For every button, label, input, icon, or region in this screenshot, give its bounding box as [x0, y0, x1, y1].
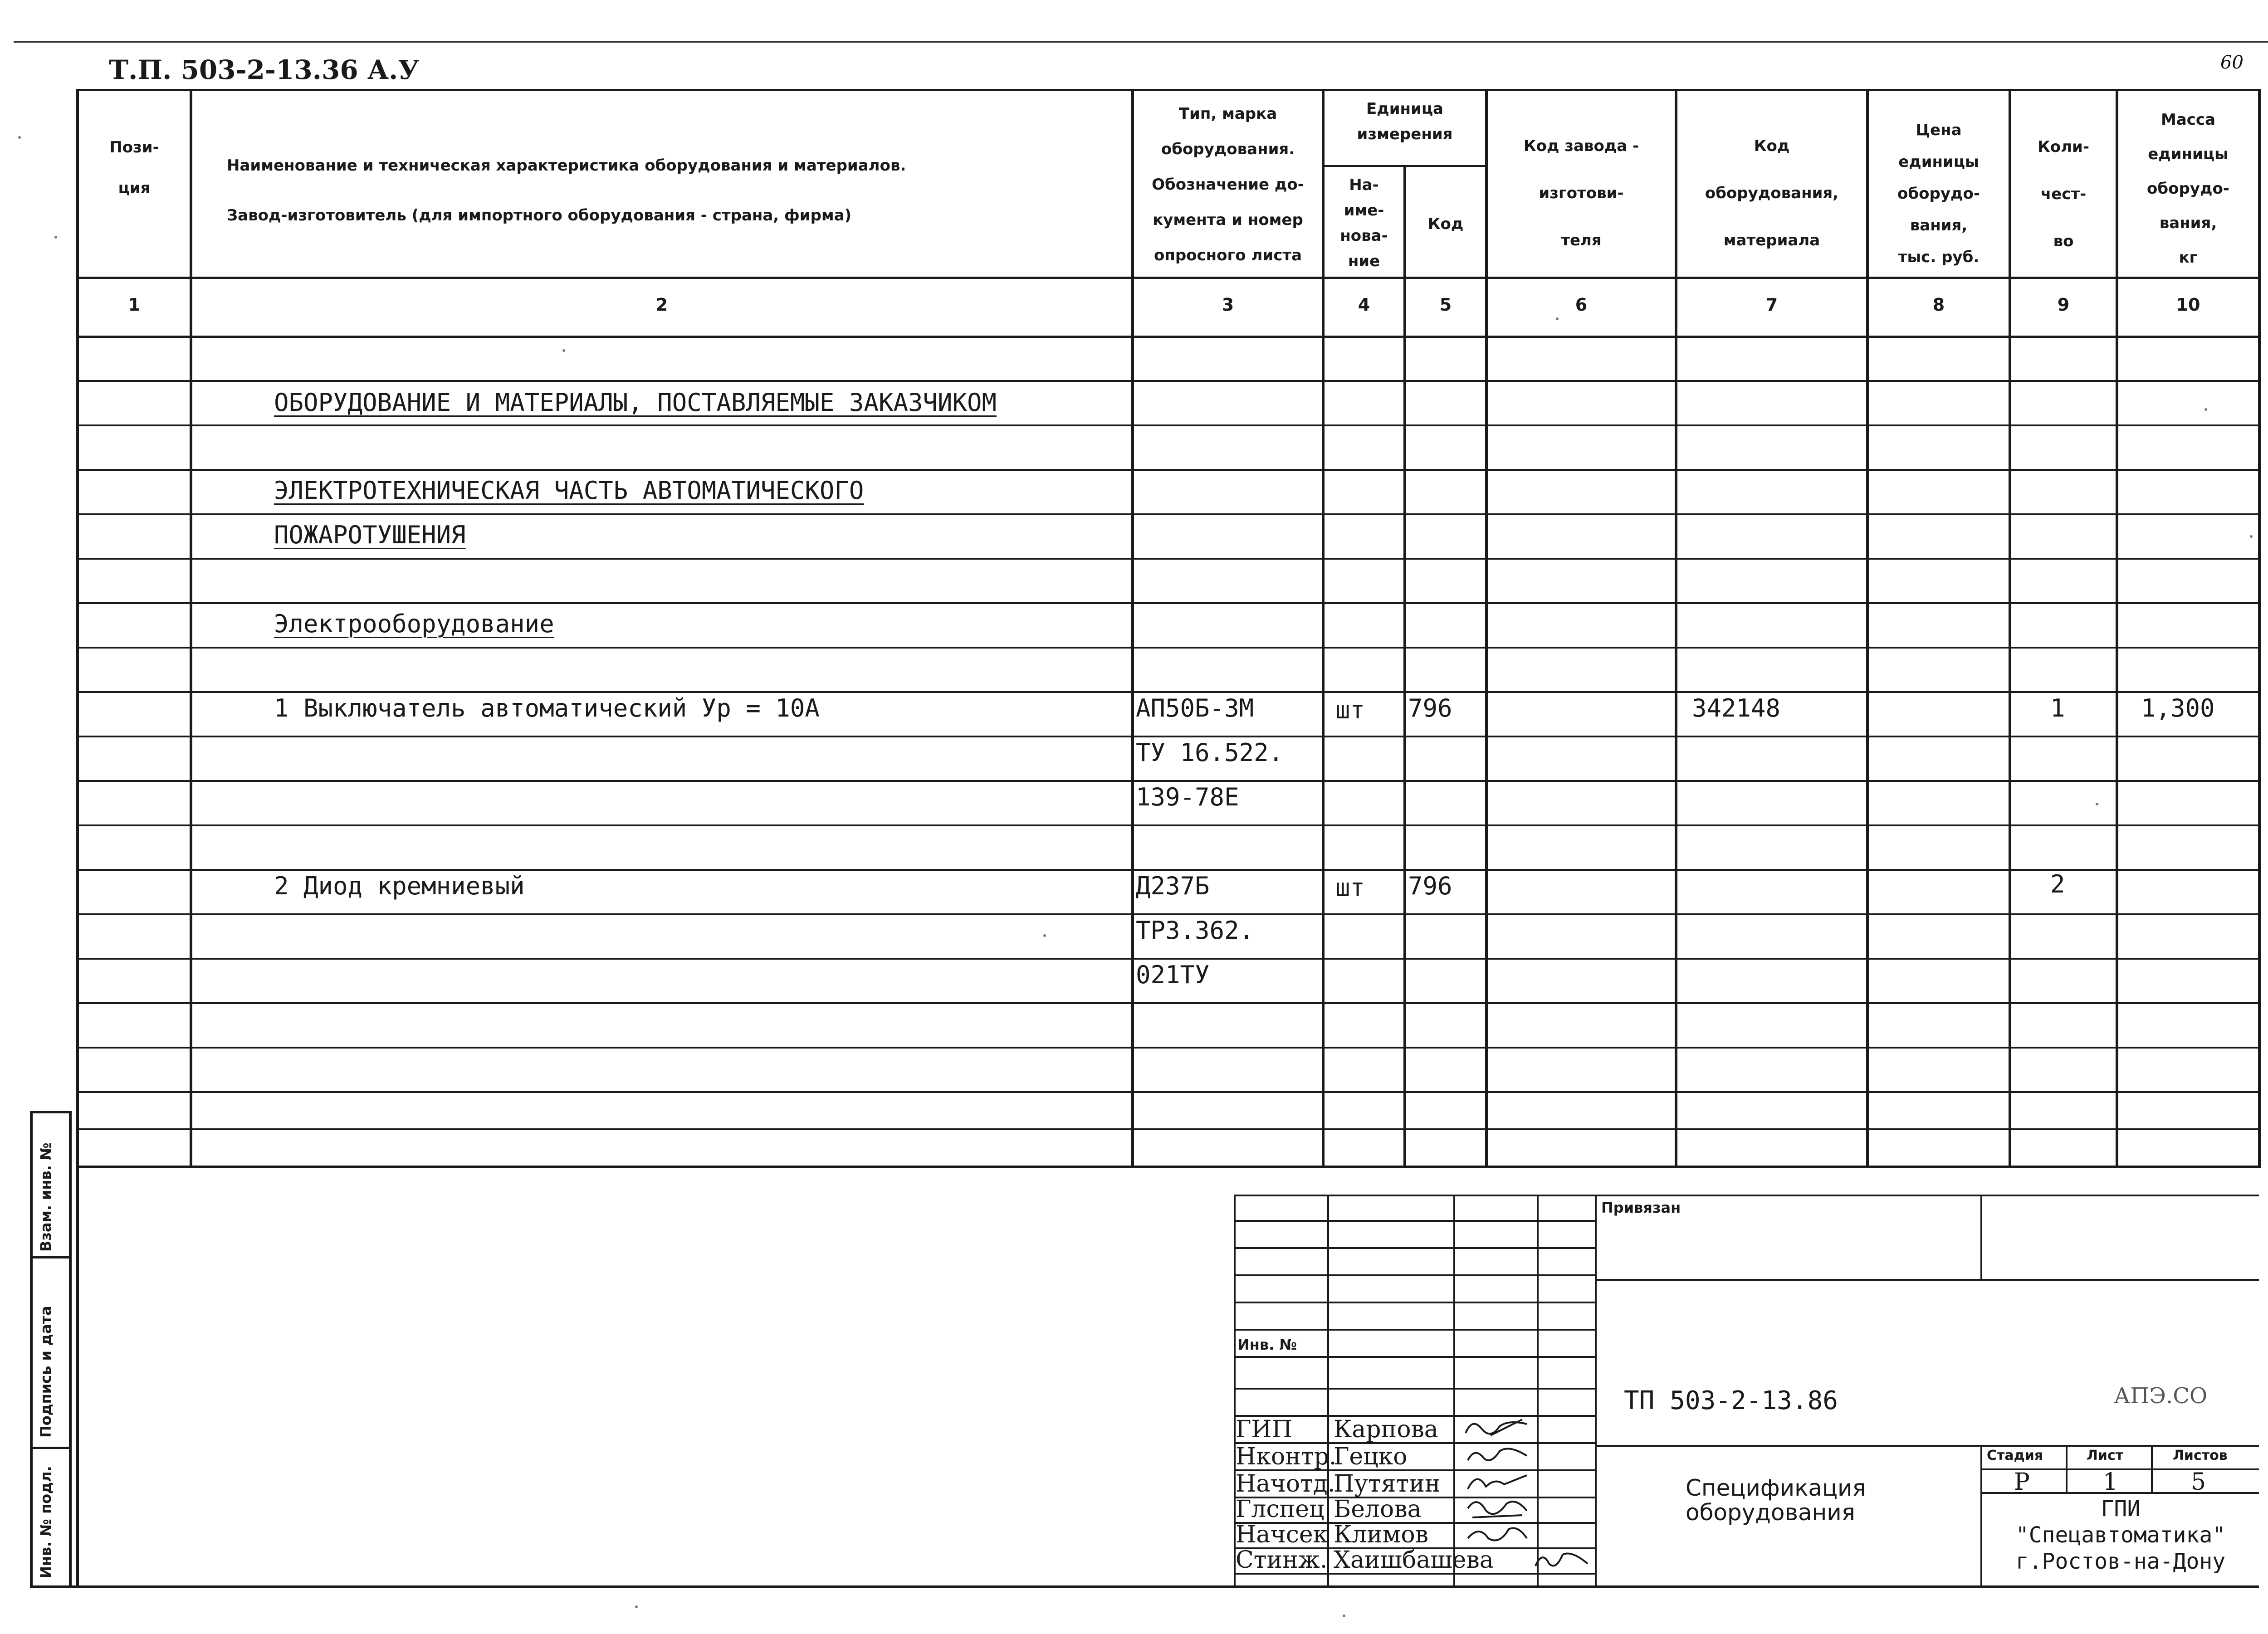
col-header-position: Пози- ция — [109, 138, 159, 197]
table-top-border — [76, 89, 2259, 91]
item-2-unit-code: 796 — [1408, 872, 1452, 900]
item-2-qty: 2 — [2050, 870, 2065, 898]
col-number-4: 4 — [1358, 295, 1370, 315]
item-1-name: 1 Выключатель автоматический Ур = 10А — [274, 694, 820, 722]
col-header-type: Тип, марка оборудования. Обозначение до- кумента и номер опросного листа — [1152, 105, 1304, 264]
name-karpova: Карпова — [1334, 1416, 1438, 1443]
role-nachsek: Начсек — [1236, 1521, 1328, 1548]
signature-khaishbasheva — [1533, 1546, 1592, 1573]
section-heading-equipment: Электрооборудование — [274, 610, 554, 638]
item-2-name: 2 Диод кремниевый — [274, 872, 525, 900]
sheet-value: 1 — [2103, 1468, 2118, 1496]
col-header-unit-code: Код — [1427, 215, 1464, 233]
stage-value: Р — [2014, 1468, 2030, 1496]
signature-klimov — [1463, 1520, 1531, 1547]
side-label-signature-date: Подпись и дата — [37, 1306, 54, 1438]
col-number-1: 1 — [128, 295, 141, 315]
header-bottom-border — [76, 277, 2259, 279]
col-number-3: 3 — [1222, 295, 1234, 315]
section-heading-electrical-b: ПОЖАРОТУШЕНИЯ — [274, 521, 466, 549]
doc-code: Т.П. 503-2-13.36 А.У — [109, 54, 420, 85]
top-rule — [14, 41, 2268, 43]
signature-putyatin — [1463, 1468, 1531, 1496]
col-header-factory-code: Код завода - изготови- теля — [1523, 137, 1639, 249]
item-1-unit: шт — [1335, 696, 1365, 724]
role-nachotd: Начотд. — [1236, 1470, 1335, 1497]
col-number-5: 5 — [1439, 295, 1452, 315]
item-2-unit: шт — [1335, 873, 1365, 902]
signature-belova — [1463, 1495, 1531, 1522]
col-header-unit-group: Единица измерения — [1357, 100, 1453, 143]
doc-suffix: АПЭ.СО — [2114, 1383, 2208, 1409]
name-belova: Белова — [1334, 1496, 1422, 1523]
item-1-mass: 1,300 — [2141, 694, 2215, 722]
col-header-qty: Коли- чест- во — [2038, 138, 2089, 250]
side-label-replaced-inv: Взам. инв. № — [37, 1142, 54, 1252]
sheets-value: 5 — [2191, 1468, 2206, 1496]
col-number-7: 7 — [1765, 295, 1778, 315]
section-heading-electrical-a: ЭЛЕКТРОТЕХНИЧЕСКАЯ ЧАСТЬ АВТОМАТИЧЕСКОГО — [274, 476, 864, 505]
section-heading-customer-supplied: ОБОРУДОВАНИЕ И МАТЕРИАЛЫ, ПОСТАВЛЯЕМЫЕ ЗАКАЗЧИКОМ — [274, 388, 997, 417]
item-1-qty: 1 — [2050, 694, 2065, 722]
col-header-price: Цена единицы оборудо- вания, тыс. руб. — [1897, 121, 1980, 266]
item-1-unit-code: 796 — [1408, 694, 1452, 722]
stage-label: Стадия — [1987, 1448, 2043, 1463]
side-label-inv-no: Инв. № подл. — [37, 1466, 54, 1578]
col-number-2: 2 — [655, 295, 668, 315]
item-1-equipment-code: 342148 — [1692, 694, 1781, 722]
role-stinzh: Стинж. — [1236, 1546, 1328, 1574]
item-2-type-line-1: Д237Б — [1136, 872, 1210, 900]
item-1-type-line-3: 139-78Е — [1136, 783, 1239, 811]
col-header-equipment-code: Код оборудования, материала — [1705, 137, 1839, 249]
name-getsko: Гецко — [1334, 1443, 1408, 1470]
signature-getsko — [1463, 1442, 1531, 1469]
sheets-label: Листов — [2173, 1448, 2228, 1463]
privyazan-label: Привязан — [1601, 1199, 1681, 1216]
name-putyatin: Путятин — [1334, 1470, 1441, 1497]
col-number-10: 10 — [2176, 295, 2200, 315]
item-1-type-line-1: АП50Б-3М — [1136, 694, 1254, 722]
inv-no-label: Инв. № — [1237, 1336, 1297, 1353]
doc-title: Спецификация оборудования — [1686, 1475, 1866, 1526]
doc-number: ТП 503-2-13.86 — [1624, 1386, 1838, 1415]
sheet-bottom-border — [76, 1585, 2259, 1588]
col-number-9: 9 — [2057, 295, 2070, 315]
role-glspec: Глспец — [1236, 1496, 1325, 1523]
col-number-8: 8 — [1932, 295, 1945, 315]
role-nkontr: Нконтр. — [1236, 1443, 1337, 1470]
organization: ГПИ "Спецавтоматика" г.Ростов-на-Дону — [2015, 1496, 2226, 1574]
signature-karpova — [1463, 1415, 1531, 1442]
sheet-label: Лист — [2087, 1448, 2124, 1463]
item-2-type-line-3: 021ТУ — [1136, 961, 1210, 989]
name-klimov: Климов — [1334, 1521, 1428, 1548]
item-1-type-line-2: ТУ 16.522. — [1136, 738, 1284, 767]
numbers-bottom-border — [76, 336, 2259, 338]
role-gip: ГИП — [1236, 1416, 1293, 1443]
col-number-6: 6 — [1575, 295, 1588, 315]
table-bottom-border — [76, 1166, 2259, 1168]
sheet-mark: 60 — [2220, 52, 2244, 73]
name-khaishbasheva: Хаишбашева — [1334, 1546, 1494, 1574]
col-header-name: Наименование и техническая характеристика оборудования и материалов. Завод-изготовитель (для импортного оборудования - страна, фирма) — [227, 156, 906, 224]
col-header-unit-name: На- име- нова- ние — [1340, 176, 1388, 270]
col-header-mass: Масса единицы оборудо- вания, кг — [2147, 111, 2229, 267]
item-2-type-line-2: ТР3.362. — [1136, 916, 1254, 945]
